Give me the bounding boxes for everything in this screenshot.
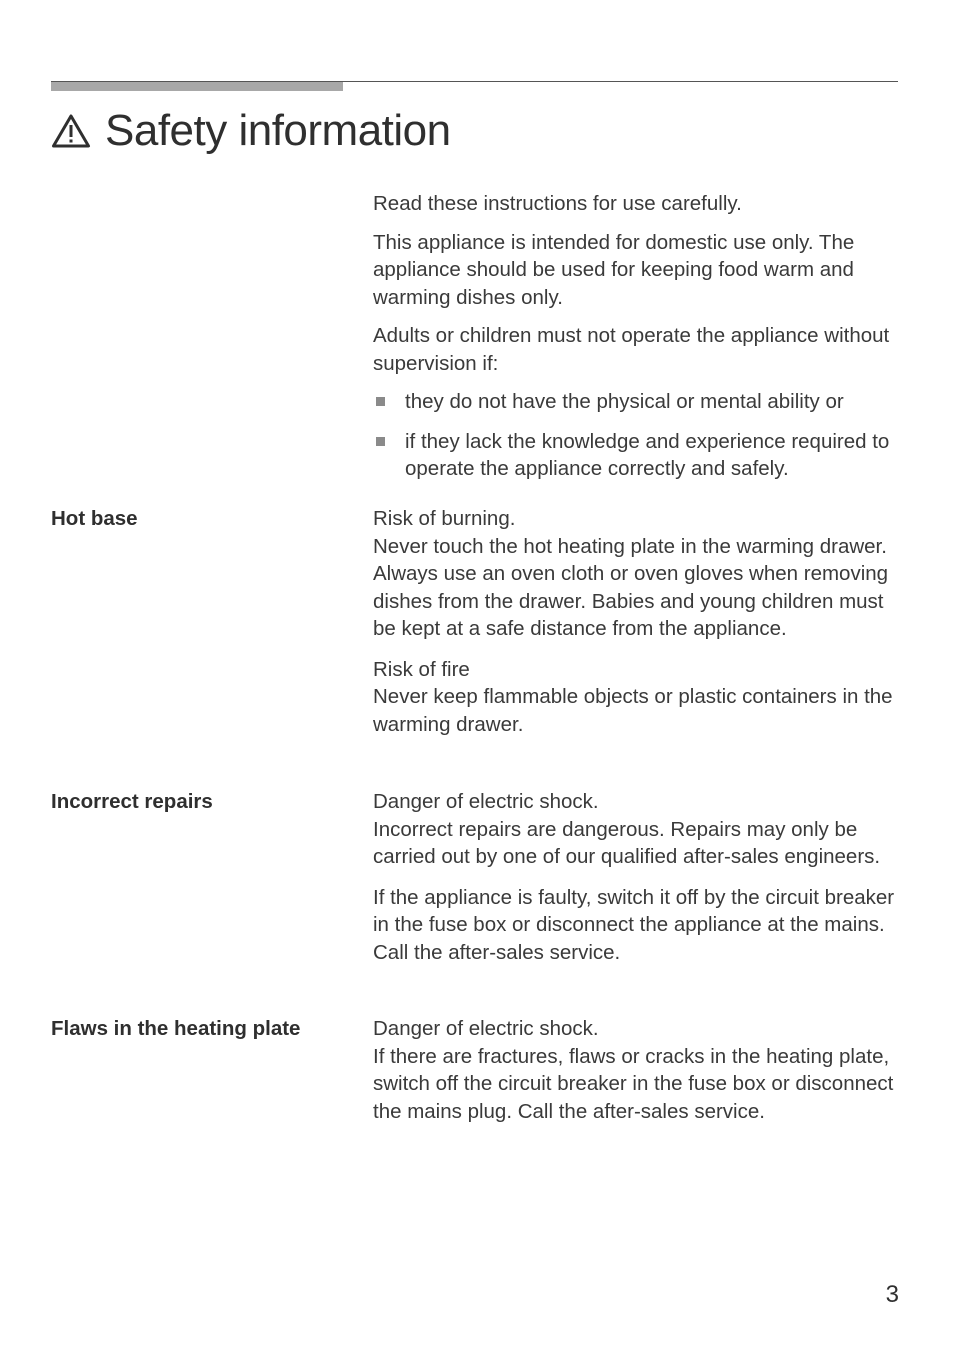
bullet-text: they do not have the physical or mental ability or	[405, 390, 844, 413]
section-paragraph: Risk of fire	[373, 657, 470, 681]
bullet-text: if they lack the knowledge and experience required to operate the appliance correctly and safely.	[405, 429, 890, 480]
page-title	[51, 103, 451, 159]
intro-paragraph: This appliance is intended for domestic use only. The appliance should be used for keeping food warm and warming dishes only.	[373, 230, 855, 309]
section-paragraph: Danger of electric shock.	[373, 1017, 599, 1040]
section-paragraph: If the appliance is faulty, switch it off by the circuit breaker in the fuse box or disconnect the appliance at the mains. Call the after-sales service.	[373, 885, 895, 964]
section-paragraph: Never touch the hot heating plate in the warming drawer. Always use an oven cloth or oven gloves when removing dishes from the drawer. Babies and young children must be kept at a safe distance from the appliance.	[373, 534, 889, 640]
intro-paragraph: Adults or children must not operate the appliance without supervision if:	[373, 324, 890, 375]
section-paragraph: If there are fractures, flaws or cracks in the heating plate, switch off the circuit breaker in the fuse box or disconnect the mains plug. Call the after-sales service.	[373, 1044, 894, 1123]
header-accent-bar	[51, 82, 343, 91]
section-label-hot-base: Hot base	[51, 507, 138, 530]
section-label-flaws-heating-plate: Flaws in the heating plate	[51, 1017, 301, 1040]
page-number: 3	[885, 1281, 899, 1308]
section-label-incorrect-repairs: Incorrect repairs	[51, 790, 213, 813]
section-paragraph: Incorrect repairs are dangerous. Repairs may only be carried out by one of our qualified after-sales engineers.	[373, 817, 881, 868]
bullet-item	[373, 388, 903, 416]
page-title-text: Safety information	[105, 106, 451, 155]
intro-paragraph: Read these instructions for use carefully.	[373, 192, 742, 215]
section-flaws-heating-plate	[373, 1015, 903, 1138]
section-incorrect-repairs	[373, 788, 903, 979]
warning-triangle-icon	[51, 113, 91, 149]
bullet-item	[373, 428, 903, 483]
section-paragraph: Risk of burning.	[373, 507, 516, 530]
section-hot-base	[373, 505, 903, 751]
square-bullet-icon	[376, 437, 385, 446]
section-paragraph: Danger of electric shock.	[373, 790, 599, 813]
intro-bullet-list	[373, 388, 903, 483]
square-bullet-icon	[376, 397, 385, 406]
section-paragraph: Never keep flammable objects or plastic containers in the warming drawer.	[373, 685, 893, 736]
intro-block	[373, 190, 903, 495]
